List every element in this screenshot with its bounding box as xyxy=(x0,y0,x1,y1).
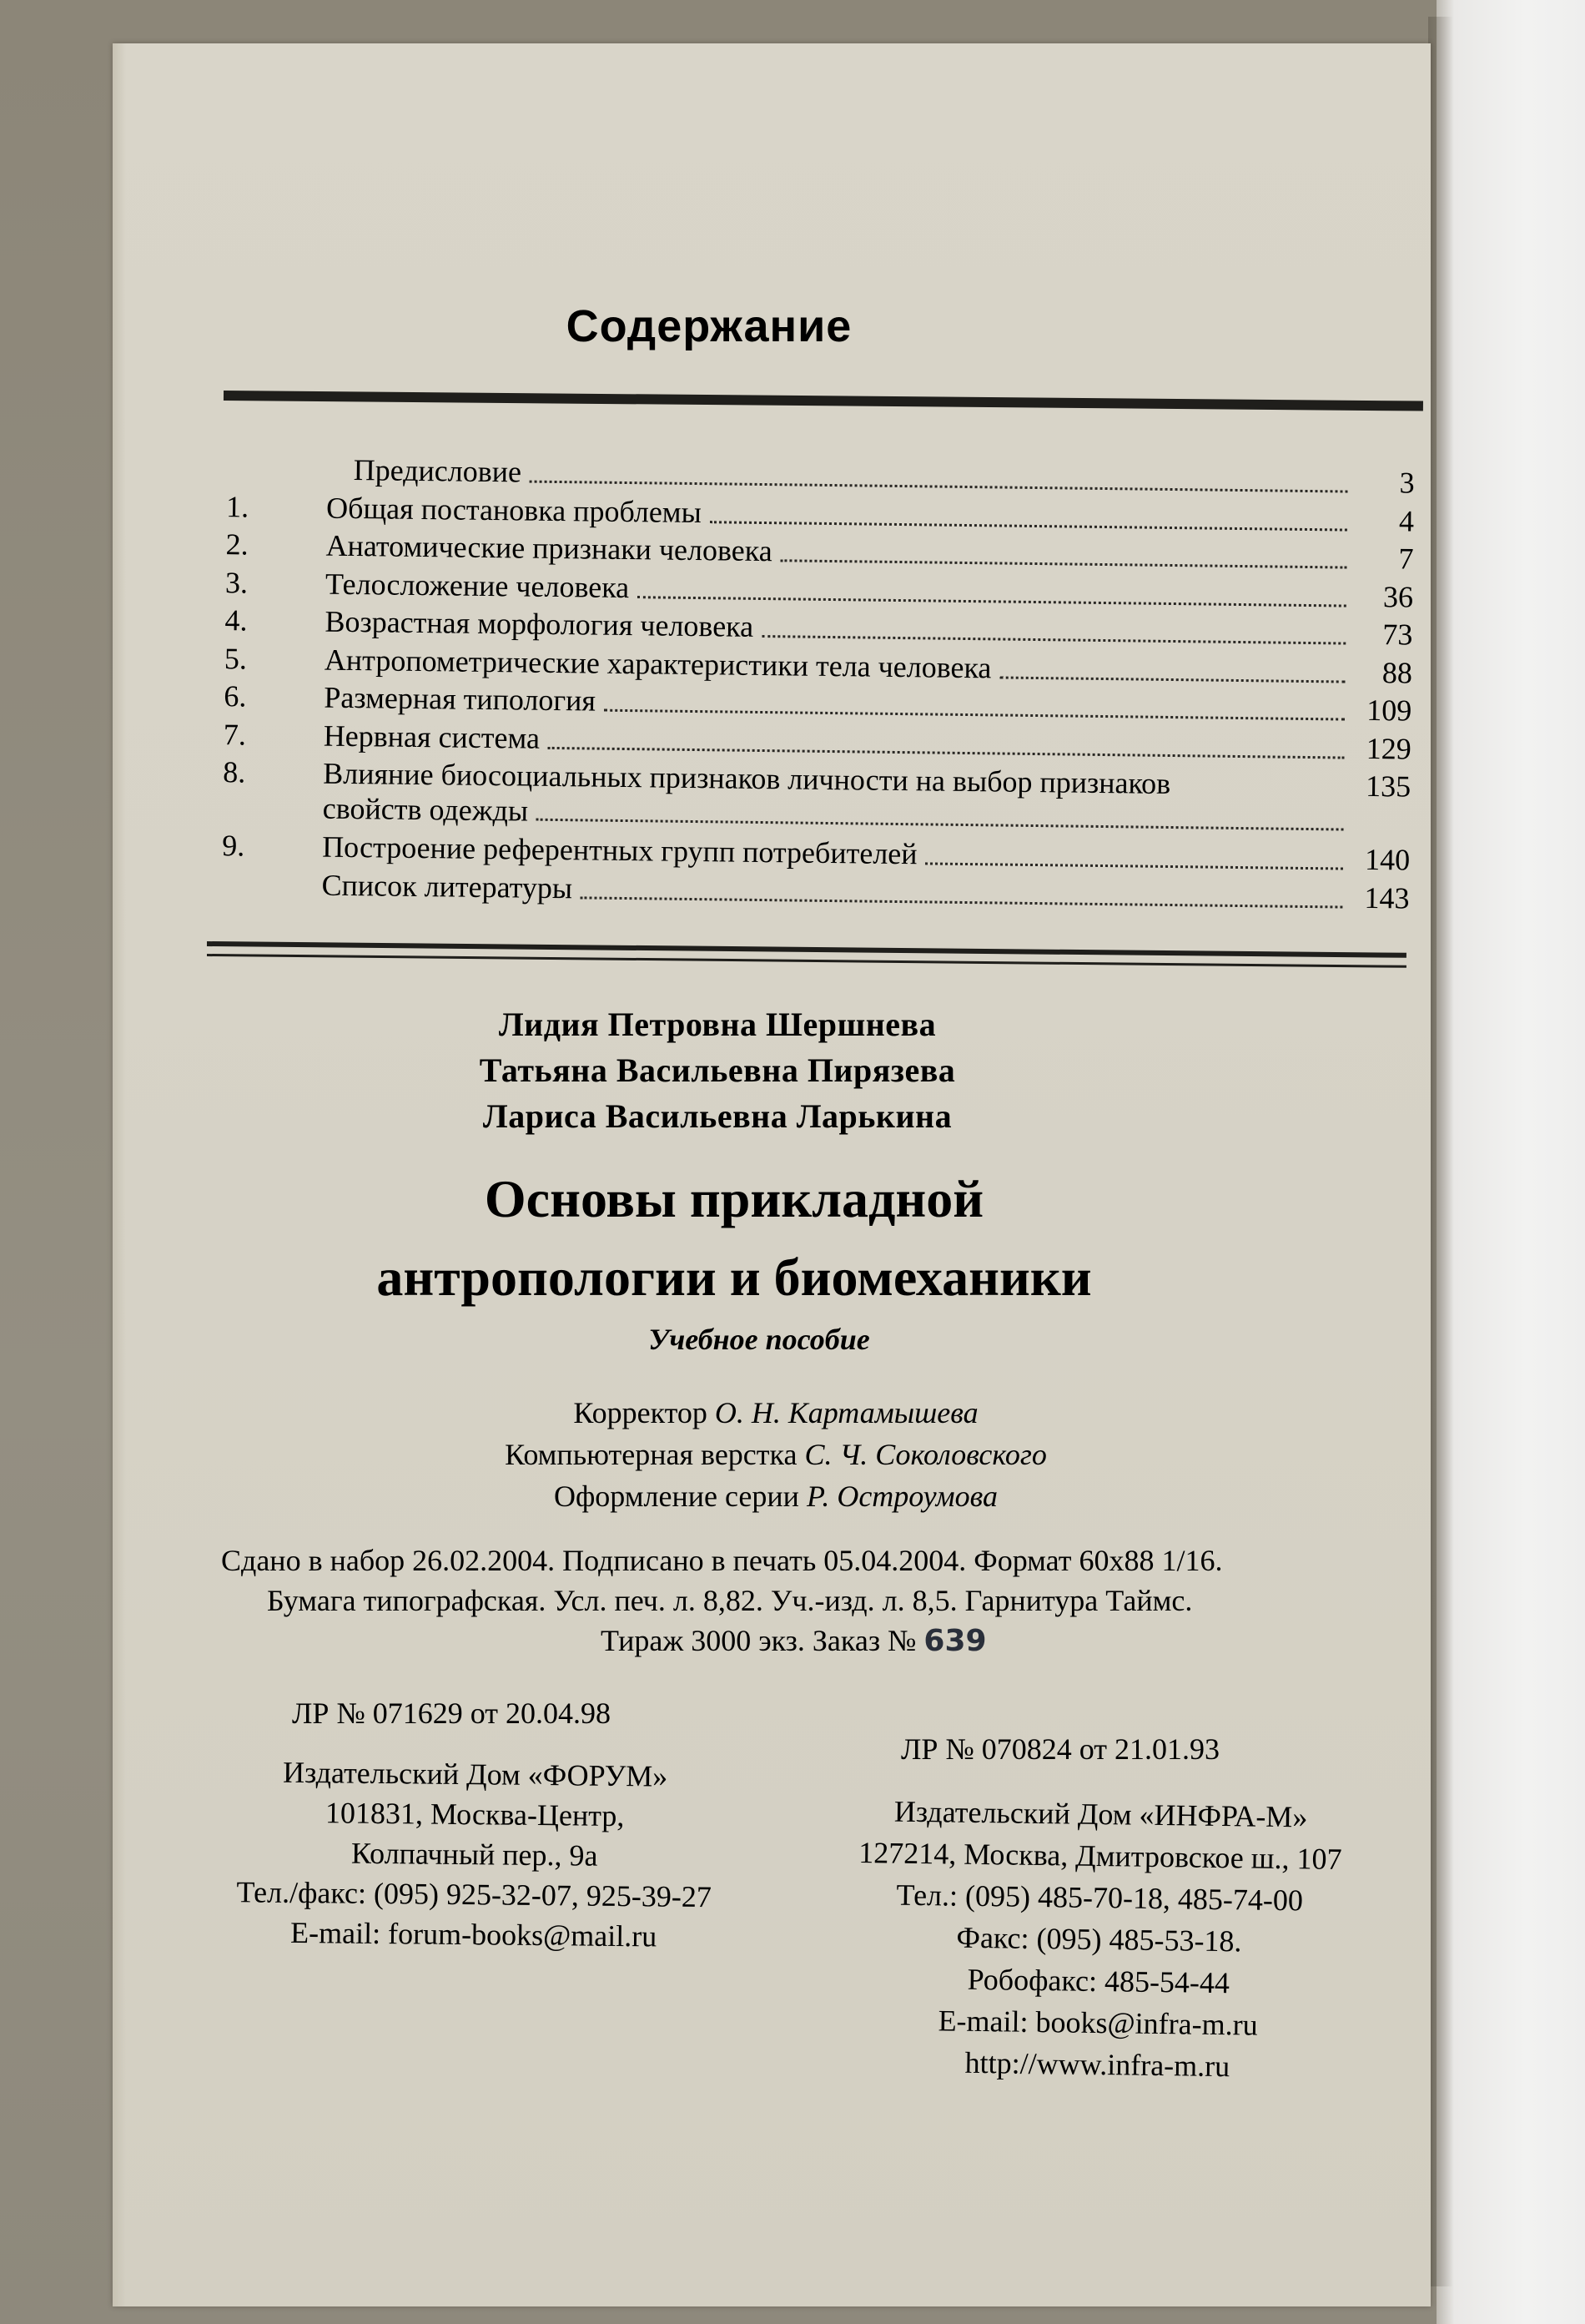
toc-item-page: 36 xyxy=(1382,579,1414,614)
toc-leader xyxy=(710,521,1347,531)
toc-item-title: Телосложение человека xyxy=(325,567,630,604)
toc-item-page: 109 xyxy=(1366,693,1412,728)
table-of-contents xyxy=(211,451,1415,919)
toc-item-page: 135 xyxy=(1365,769,1411,804)
author-name: Лидия Петровна Шершнева xyxy=(498,1006,937,1043)
author-name: Татьяна Васильевна Пирязева xyxy=(479,1051,956,1089)
credit-role: Компьютерная верстка xyxy=(505,1438,798,1471)
license-left: ЛР № 071629 от 20.04.98 xyxy=(292,1696,611,1730)
toc-leader xyxy=(762,635,1346,645)
credit-role: Оформление серии xyxy=(553,1480,799,1513)
toc-item-number: 6. xyxy=(224,679,247,713)
toc-item-page: 140 xyxy=(1364,842,1411,877)
toc-leader xyxy=(548,746,1345,759)
toc-leader xyxy=(637,596,1346,607)
toc-item-title: Антропометрические характеристики тела человека xyxy=(324,643,992,684)
toc-item-page: 3 xyxy=(1399,466,1415,500)
toc-item-title-continued: свойств одежды xyxy=(322,791,529,828)
print-run-text: Тираж 3000 экз. Заказ № xyxy=(601,1624,917,1657)
contents-heading: Содержание xyxy=(566,301,853,351)
toc-item-title: Возрастная морфология человека xyxy=(325,604,754,643)
book-subtitle: Учебное пособие xyxy=(648,1323,870,1356)
imprint-block xyxy=(221,1540,1406,1661)
imprint-line xyxy=(221,1621,1406,1661)
credit-name: С. Ч. Соколовского xyxy=(804,1438,1047,1471)
toc-item-title: Предисловие xyxy=(353,453,522,489)
toc-item-number: 5. xyxy=(224,641,248,675)
toc-item-page: 143 xyxy=(1364,880,1410,915)
publisher-line: 127214, Москва, Дмитровское ш., 107 xyxy=(858,1835,1342,1877)
toc-item-number: 3. xyxy=(224,565,249,599)
publisher-infra-m xyxy=(797,1789,1401,2090)
toc-item-title: Анатомические признаки человека xyxy=(325,528,772,568)
toc-item-number: 8. xyxy=(223,755,246,789)
toc-item-page: 7 xyxy=(1398,542,1414,576)
page-edge-shadow xyxy=(1428,17,1453,2286)
order-number-stamp: 639 xyxy=(923,1624,987,1658)
publisher-line: Колпачный пер., 9а xyxy=(350,1836,598,1873)
toc-item-title: Список литературы xyxy=(321,868,573,905)
toc-item-title: Размерная типология xyxy=(324,680,596,718)
publisher-line: http://www.infra-m.ru xyxy=(964,2045,1230,2084)
toc-item-title: Нервная система xyxy=(323,718,541,755)
imprint-line: Сдано в набор 26.02.2004. Подписано в печать 05.04.2004. Формат 60х88 1/16. xyxy=(221,1544,1223,1577)
toc-item-number: 4. xyxy=(224,603,248,638)
toc-leader xyxy=(781,559,1347,568)
toc-item-number: 1. xyxy=(225,489,249,523)
publisher-line: 101831, Москва-Центр, xyxy=(325,1796,625,1833)
credit-line xyxy=(0,1392,1552,1434)
toc-item-title: Влияние биосоциальных признаков личности на выбор признаков xyxy=(323,756,1171,800)
credit-line xyxy=(0,1434,1552,1475)
toc-item-title: Общая постановка проблемы xyxy=(325,491,702,529)
publisher-line: Издательский Дом «ИНФРА-М» xyxy=(893,1794,1308,1834)
toc-leader xyxy=(604,709,1345,721)
credit-name: Р. Остроумова xyxy=(806,1480,999,1513)
toc-item-number xyxy=(212,893,322,895)
toc-leader xyxy=(536,819,1344,831)
toc-item-title: Построение референтных групп потребителей xyxy=(321,829,918,871)
toc-leader xyxy=(581,896,1343,908)
publisher-line: Издательский Дом «ФОРУМ» xyxy=(282,1755,668,1793)
toc-item-page: 88 xyxy=(1381,655,1413,690)
book-title-line: Основы прикладной xyxy=(484,1169,984,1228)
toc-item-page: 73 xyxy=(1382,618,1413,652)
authors-block xyxy=(0,1001,1435,1139)
publisher-forum xyxy=(139,1751,808,1958)
credits-block xyxy=(0,1392,1552,1517)
credit-role: Корректор xyxy=(573,1396,707,1429)
imprint-line: Бумага типографская. Усл. печ. л. 8,82. Уч.-изд. л. 8,5. Гарнитура Таймс. xyxy=(267,1584,1193,1617)
book-title-line: антропологии и биомеханики xyxy=(376,1248,1092,1307)
toc-item-number: 9. xyxy=(221,829,245,863)
author-name: Лариса Васильевна Ларькина xyxy=(482,1097,953,1135)
toc-item-number: 7. xyxy=(223,717,247,751)
toc-leader xyxy=(530,481,1348,493)
toc-leader xyxy=(999,676,1345,683)
toc-item-page: 4 xyxy=(1398,503,1415,538)
publisher-line: Тел./факс: (095) 925-32-07, 925-39-27 xyxy=(236,1875,712,1914)
toc-item-number: 2. xyxy=(225,527,249,562)
toc-leader xyxy=(925,862,1343,870)
credit-line xyxy=(0,1475,1552,1517)
credit-name: О. Н. Картамышева xyxy=(714,1396,979,1429)
publisher-line: E-mail: forum-books@mail.ru xyxy=(289,1915,657,1953)
publisher-line: E-mail: books@infra-m.ru xyxy=(938,2004,1258,2042)
license-right: ЛР № 070824 от 21.01.93 xyxy=(901,1732,1220,1766)
toc-item-page: 129 xyxy=(1366,731,1411,766)
publisher-line: Факс: (095) 485-53-18. xyxy=(956,1920,1242,1959)
publisher-line: Робофакс: 485-54-44 xyxy=(967,1962,1230,2000)
toc-item-number xyxy=(217,478,327,480)
book-title xyxy=(0,1160,1468,1317)
publisher-line: Тел.: (095) 485-70-18, 485-74-00 xyxy=(896,1878,1304,1918)
